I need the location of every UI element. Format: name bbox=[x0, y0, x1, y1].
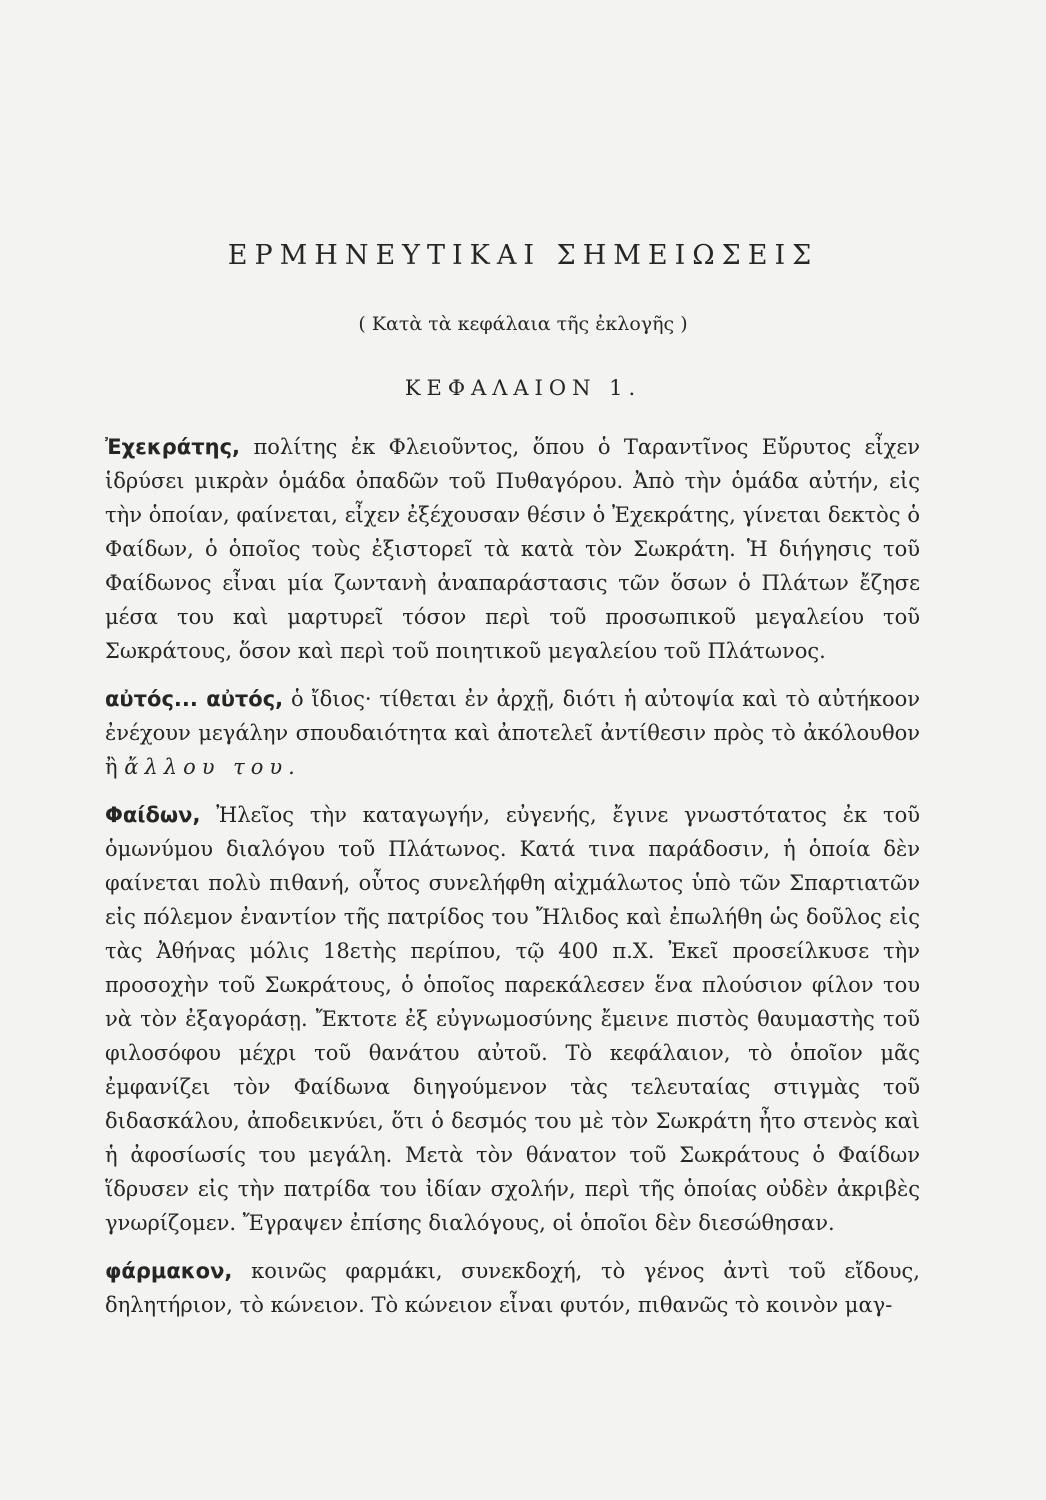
note-lemma: φάρμακον, bbox=[105, 1259, 233, 1283]
chapter-heading: ΚΕΦΑΛΑΙΟΝ 1. bbox=[404, 376, 642, 400]
note-text: Ἠλεῖος τὴν καταγωγήν, εὐγενής, ἔγινε γνωστότατος ἐκ τοῦ ὁμωνύμου διαλόγου τοῦ Πλάτωνος. Κατά τινα παράδοσιν, ἡ ὁποία δὲν φαίνεται πολὺ πιθανή, οὗτος συνελήφθη αἰχμάλωτος ὑπὸ τῶν Σπαρτιατῶν εἰς πόλεμον ἐναντίον τῆς πατρίδος του Ἤλιδος καὶ ἐπωλήθη ὡς δοῦλος εἰς τὰς Ἀθήνας μόλις 18ετὴς περίπου, τῷ 400 π.Χ. Ἐκεῖ προσείλκυσε τὴν προσοχὴν τοῦ Σωκράτους, ὁ ὁποῖος παρεκάλεσεν ἕνα πλούσιον φίλον του νὰ τὸν ἐξαγοράσῃ. Ἔκτοτε ἐξ εὐγνωμοσύνης ἔμεινε πιστὸς θαυμαστὴς τοῦ φιλοσόφου μέχρι τοῦ θανάτου αὐτοῦ. Τὸ κεφάλαιον, τὸ ὁποῖον μᾶς ἐμφανίζει τὸν Φαίδωνα διηγούμενον τὰς τελευταίας στιγμὰς τοῦ διδασκάλου, ἀποδεικνύει, ὅτι ὁ δεσμός του μὲ τὸν Σωκράτη ἦτο στενὸς καὶ ἡ ἀφοσίωσίς του μεγάλη. Μετὰ τὸν θάνατον τοῦ Σωκράτους ὁ Φαίδων ἵδρυσεν εἰς τὴν πατρίδα του ἰδίαν σχολήν, περὶ τῆς ὁποίας οὐδὲν ἀκριβὲς γνωρίζομεν. Ἔγραψεν ἐπίσης διαλόγους, οἱ ὁποῖοι δὲν διεσώθησαν. bbox=[105, 803, 920, 1235]
note-phaidon bbox=[105, 798, 920, 1240]
note-autos bbox=[105, 682, 920, 784]
notes-body bbox=[105, 430, 920, 1322]
note-lemma: αὐτός... αὐτός, bbox=[105, 687, 284, 711]
note-text: πολίτης ἐκ Φλειοῦντος, ὅπου ὁ Ταραντῖνος Εὔρυτος εἶχεν ἱδρύσει μικρὰν ὁμάδα ὀπαδῶν τοῦ Πυθαγόρου. Ἀπὸ τὴν ὁμάδα αὐτήν, εἰς τὴν ὁποίαν, φαίνεται, εἶχεν ἐξέχουσαν θέσιν ὁ Ἐχεκράτης, γίνεται δεκτὸς ὁ Φαίδων, ὁ ὁποῖος τοὺς ἐξιστορεῖ τὰ κατὰ τὸν Σωκράτη. Ἡ διήγησις τοῦ Φαίδωνος εἶναι μία ζωντανὴ ἀναπαράστασις τῶν ὅσων ὁ Πλάτων ἔζησε μέσα του καὶ μαρτυρεῖ τόσον περὶ τοῦ προσωπικοῦ μεγαλείου τοῦ Σωκράτους, ὅσον καὶ περὶ τοῦ ποιητικοῦ μεγαλείου τοῦ Πλάτωνος. bbox=[105, 435, 920, 663]
subtitle: ( Κατὰ τὰ κεφάλαια τῆς ἐκλογῆς ) bbox=[358, 313, 688, 335]
note-pharmakon bbox=[105, 1254, 920, 1322]
note-spaced-text: ἄλλου του. bbox=[124, 755, 301, 779]
note-text: ὁ ἴδιος· τίθεται ἐν ἀρχῇ, διότι ἡ αὐτοψία καὶ τὸ αὐτήκοον ἐνέχουν μεγάλην σπουδαιότητα καὶ ἀποτελεῖ ἀντίθεσιν πρὸς τὸ ἀκόλουθον ἢ bbox=[105, 687, 920, 779]
note-text: κοινῶς φαρμάκι, συνεκδοχή, τὸ γένος ἀντὶ τοῦ εἴδους, δηλητήριον, τὸ κώνειον. Τὸ κώνειον εἶναι φυτόν, πιθανῶς τὸ κοινὸν μαγ- bbox=[105, 1259, 920, 1317]
note-lemma: Φαίδων, bbox=[105, 803, 201, 827]
note-lemma: Ἐχεκράτης, bbox=[105, 435, 241, 459]
page-title: ΕΡΜΗΝΕΥΤΙΚΑΙ ΣΗΜΕΙΩΣΕΙΣ bbox=[227, 240, 819, 271]
note-echekrates bbox=[105, 430, 920, 668]
